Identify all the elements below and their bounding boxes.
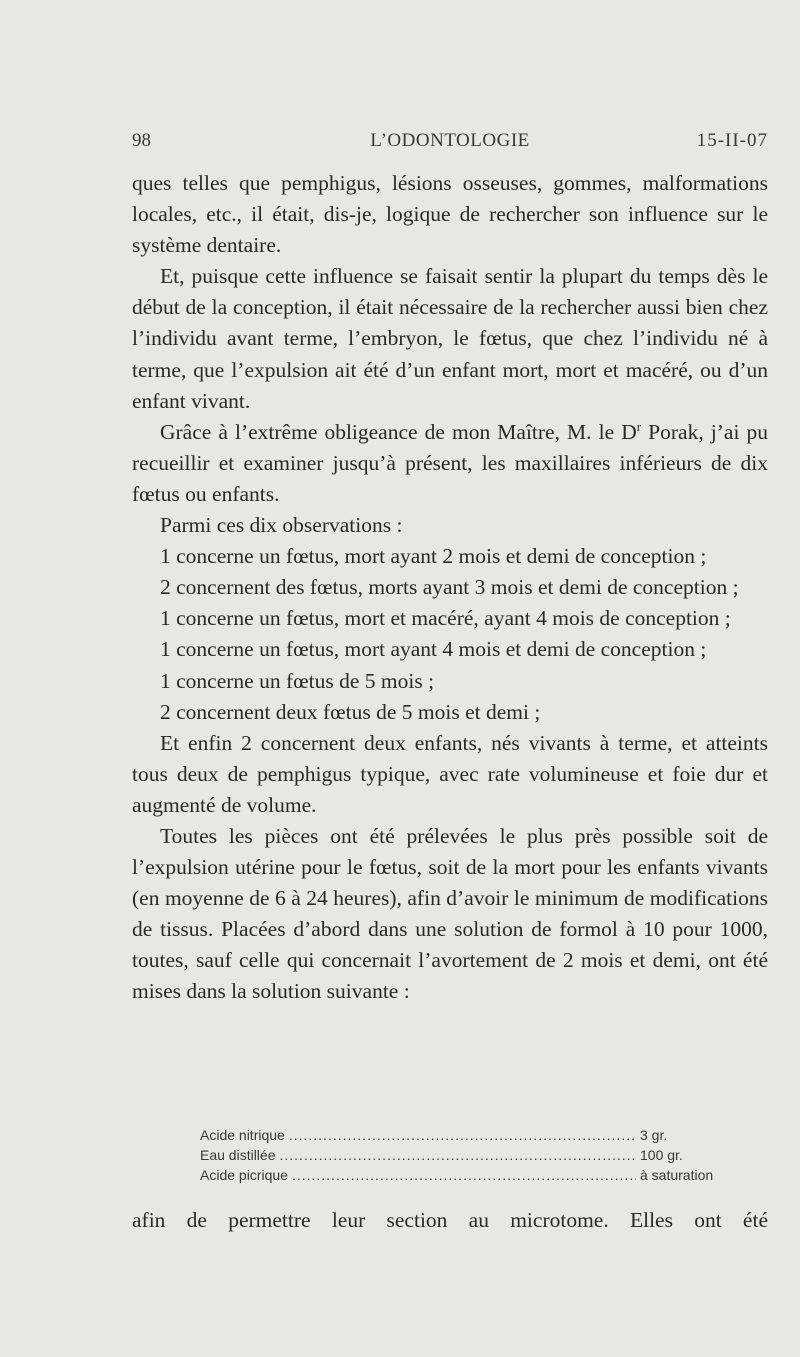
doctor-sup: r xyxy=(636,418,642,434)
list-item: 2 concernent des fœtus, morts ayant 3 mois et demi de conception ; xyxy=(160,575,739,600)
ingredient-quantity: 100 gr. xyxy=(640,1147,683,1163)
issue-date: 15-II-07 xyxy=(696,130,768,151)
ingredient-name: Acide picrique xyxy=(200,1167,288,1183)
list-item: 2 concernent deux fœtus de 5 mois et demi ; xyxy=(160,699,541,724)
paragraph: Toutes les pièces ont été prélevées le plus près possible soit de l’expulsion utérine pour le fœtus, soit de la mort pour les enfants vivants (en moyenne de 6 à 24 heures), afin d’avoir le minimum de modifications de tissus. Placées d’abord dans une solution de formol à 10 pour 1000, toutes, sauf celle qui concernait l’avortement de 2 mois et demi, ont été mises dans la solution suivante : xyxy=(132,823,768,1004)
recipe-row xyxy=(200,1125,740,1145)
continuation-line: afin de permettre leur section au microtome. Elles ont été xyxy=(132,1208,768,1232)
body-text xyxy=(132,168,768,1008)
doctor-abbrev: D xyxy=(621,419,637,444)
ingredient-name: Acide nitrique xyxy=(200,1127,285,1143)
leader-dots xyxy=(280,1145,637,1165)
paragraph: ques telles que pemphigus, lésions osseuses, gommes, malformations locales, etc., il était, dis-je, logique de rechercher son influence sur le système dentaire. xyxy=(132,171,768,258)
ingredient-name: Eau distillée xyxy=(200,1147,276,1163)
list-item: 1 concerne un fœtus de 5 mois ; xyxy=(160,668,435,693)
paragraph: Et enfin 2 concernent deux enfants, nés vivants à terme, et atteints tous deux de pemphigus typique, avec rate volumineuse et foie dur et augmenté de volume. xyxy=(132,730,768,817)
leader-dots xyxy=(289,1125,636,1145)
journal-title: L’ODONTOLOGIE xyxy=(370,130,530,151)
page-number: 98 xyxy=(132,130,151,151)
solution-recipe xyxy=(200,1125,740,1185)
paragraph-text: Grâce à l’extrême obligeance de mon Maître, M. le xyxy=(160,419,615,444)
ingredient-quantity: à saturation xyxy=(640,1167,714,1183)
recipe-row xyxy=(200,1145,740,1165)
running-header xyxy=(132,130,768,158)
ingredient-quantity: 3 gr. xyxy=(640,1127,668,1143)
paragraph: Et, puisque cette influence se faisait sentir la plupart du temps dès le début de la conception, il était nécessaire de la rechercher aussi bien chez l’individu avant terme, l’embryon, le fœtus, que chez l’individu né à terme, que l’expulsion ait été d’un enfant mort, mort et macéré, ou d’un enfant vivant. xyxy=(132,264,768,413)
list-item: 1 concerne un fœtus, mort et macéré, ayant 4 mois de conception ; xyxy=(160,606,731,631)
list-item: 1 concerne un fœtus, mort ayant 4 mois et demi de conception ; xyxy=(160,637,707,662)
list-item: 1 concerne un fœtus, mort ayant 2 mois et demi de conception ; xyxy=(160,544,707,569)
recipe-row xyxy=(200,1165,740,1185)
paragraph xyxy=(132,417,768,510)
paragraph: Parmi ces dix observations : xyxy=(160,513,403,538)
paragraph-text: Porak, j’ai pu recueillir et examiner jusqu’à présent, les maxillaires inférieurs de dix fœtus ou enfants. xyxy=(132,419,769,506)
leader-dots xyxy=(292,1165,636,1185)
